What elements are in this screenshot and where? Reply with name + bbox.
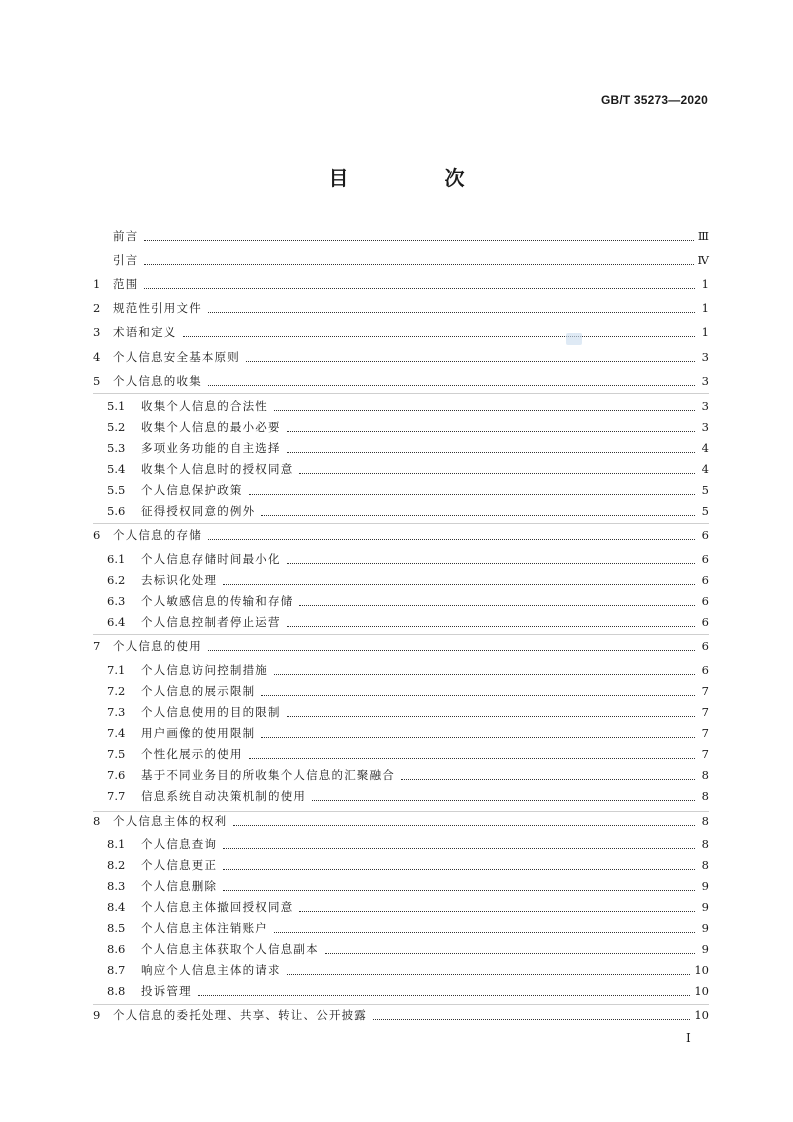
toc-entry-page: 6 [701,528,709,542]
toc-title: 目 次 [328,166,503,190]
toc-entry-number: 7.4 [107,726,126,740]
toc-entry-number: 5.3 [107,441,126,455]
toc-entry-page: 4 [701,441,709,455]
toc-entry-page: 8 [701,789,709,803]
toc-entry-title: 个性化展示的使用 [141,747,243,761]
toc-entry-page: 10 [694,984,709,998]
toc-entry-page: 6 [701,663,709,677]
toc-entry-number: 7 [93,639,101,653]
toc-entry-page: 10 [694,963,709,977]
dot-leader [249,494,695,495]
dot-leader [287,431,695,432]
toc-entry-number: 6.3 [107,594,126,608]
toc-entry[interactable] [107,681,709,701]
dot-leader [287,974,691,975]
toc-entry[interactable] [107,723,709,743]
dot-leader [274,410,695,411]
toc-entry-page: 9 [701,900,709,914]
dot-leader [274,674,695,675]
toc-entry-title: 个人信息删除 [141,879,218,893]
dot-leader [261,515,695,516]
dot-leader [198,995,691,996]
toc-entry-page: Ⅳ [697,253,709,267]
dot-leader [144,264,693,265]
toc-entry[interactable] [93,636,709,656]
toc-entry[interactable] [107,897,709,917]
dot-leader [325,953,695,954]
dot-leader [144,288,695,289]
dot-leader [287,452,695,453]
toc-entry[interactable] [107,438,709,458]
dot-leader [287,716,695,717]
toc-entry-page: 5 [701,483,709,497]
dot-leader [223,890,695,891]
toc-entry-title: 规范性引用文件 [113,301,202,315]
dot-leader [208,312,695,313]
toc-entry[interactable] [93,250,709,270]
toc-entry-page: 9 [701,879,709,893]
toc-entry-title: 个人信息的收集 [113,374,202,388]
toc-entry[interactable] [93,322,709,342]
toc-entry[interactable] [93,525,709,545]
section-separator [93,811,709,812]
toc-entry-page: 1 [701,277,709,291]
toc-entry[interactable] [107,876,709,896]
toc-entry-title: 个人信息查询 [141,837,218,851]
toc-entry[interactable] [107,480,709,500]
section-separator [93,634,709,635]
section-separator [93,393,709,394]
toc-entry-title: 前言 [113,229,139,243]
toc-entry[interactable] [107,855,709,875]
dot-leader [223,848,695,849]
toc-entry-number: 1 [93,277,101,291]
toc-entry[interactable] [107,417,709,437]
toc-entry-title: 范围 [113,277,139,291]
toc-entry-title: 个人信息使用的目的限制 [141,705,281,719]
toc-entry-number: 3 [93,325,101,339]
dot-leader [261,737,695,738]
toc-entry-page: 8 [701,768,709,782]
toc-entry-title: 基于不同业务目的所收集个人信息的汇聚融合 [141,768,395,782]
toc-entry-title: 个人信息安全基本原则 [113,350,240,364]
toc-entry-page: 9 [701,921,709,935]
toc-entry[interactable] [107,918,709,938]
toc-entry-number: 8.4 [107,900,126,914]
section-separator [93,1004,709,1005]
toc-entry[interactable] [107,501,709,521]
toc-entry-page: 8 [701,858,709,872]
toc-entry-page: 3 [701,374,709,388]
toc-entry-title: 响应个人信息主体的请求 [141,963,281,977]
toc-entry-number: 5 [93,374,101,388]
toc-entry-number: 8.6 [107,942,126,956]
toc-entry-title: 用户画像的使用限制 [141,726,256,740]
toc-entry-title: 多项业务功能的自主选择 [141,441,281,455]
toc-entry[interactable] [107,591,709,611]
toc-entry[interactable] [107,459,709,479]
toc-entry[interactable] [107,834,709,854]
toc-entry-number: 5.6 [107,504,126,518]
toc-entry-number: 8.8 [107,984,126,998]
toc-entry-title: 去标识化处理 [141,573,218,587]
toc-entry-title: 个人信息保护政策 [141,483,243,497]
dot-leader [287,626,695,627]
toc-entry-number: 8.5 [107,921,126,935]
toc-entry-title: 征得授权同意的例外 [141,504,256,518]
toc-entry-title: 收集个人信息的合法性 [141,399,268,413]
dot-leader [233,825,695,826]
toc-entry-number: 9 [93,1008,101,1022]
toc-entry-title: 个人信息访问控制措施 [141,663,268,677]
toc-entry-number: 2 [93,301,101,315]
toc-entry-page: 7 [701,747,709,761]
toc-entry-page: 5 [701,504,709,518]
toc-entry-page: 9 [701,942,709,956]
dot-leader [223,584,695,585]
toc-entry[interactable] [107,396,709,416]
toc-entry-number: 6.1 [107,552,126,566]
dot-leader [261,695,695,696]
toc-entry-title: 投诉管理 [141,984,192,998]
toc-entry-title: 个人信息的存储 [113,528,202,542]
toc-entry[interactable] [93,811,709,831]
toc-entry-number: 8.3 [107,879,126,893]
toc-entry-page: 8 [701,814,709,828]
dot-leader [401,779,695,780]
toc-entry[interactable] [107,549,709,569]
toc-entry[interactable] [93,298,709,318]
toc-entry-number: 8.1 [107,837,126,851]
dot-leader [312,800,695,801]
toc-entry-title: 信息系统自动决策机制的使用 [141,789,307,803]
toc-entry-page: 7 [701,726,709,740]
toc-entry[interactable] [93,371,709,391]
toc-entry-page: 6 [701,552,709,566]
toc-entry[interactable] [107,612,709,632]
toc-entry-number: 5.5 [107,483,126,497]
dot-leader [208,385,695,386]
toc-entry-page: 6 [701,639,709,653]
toc-entry-page: 6 [701,573,709,587]
toc-entry-number: 8 [93,814,101,828]
toc-entry-title: 个人信息控制者停止运营 [141,615,281,629]
toc-entry[interactable] [107,744,709,764]
toc-entry[interactable] [107,960,709,980]
toc-entry[interactable] [93,226,709,246]
toc-entry-title: 收集个人信息的最小必要 [141,420,281,434]
toc-entry-title: 个人信息的使用 [113,639,202,653]
toc-entry-page: 6 [701,594,709,608]
toc-entry[interactable] [93,1005,709,1025]
dot-leader [208,539,695,540]
toc-entry-page: 4 [701,462,709,476]
toc-entry-number: 5.1 [107,399,126,413]
toc-entry-title: 个人信息的展示限制 [141,684,256,698]
toc-entry-number: 6.4 [107,615,126,629]
toc-entry-page: 1 [701,301,709,315]
toc-entry-page: 3 [701,399,709,413]
toc-entry-number: 6 [93,528,101,542]
toc-entry-page: 10 [694,1008,709,1022]
toc-entry-page: Ⅲ [697,229,709,243]
toc-entry-title: 个人信息的委托处理、共享、转让、公开披露 [113,1008,367,1022]
dot-leader [287,563,695,564]
toc-entry[interactable] [93,347,709,367]
dot-leader [274,932,695,933]
dot-leader [208,650,695,651]
dot-leader [299,911,695,912]
toc-entry[interactable] [107,702,709,722]
toc-entry-title: 收集个人信息时的授权同意 [141,462,294,476]
toc-entry-page: 3 [701,350,709,364]
toc-entry-page: 8 [701,837,709,851]
toc-entry[interactable] [93,274,709,294]
toc-entry-number: 7.5 [107,747,126,761]
toc-entry-title: 个人信息主体获取个人信息副本 [141,942,319,956]
toc-entry[interactable] [107,939,709,959]
toc-entry-number: 6.2 [107,573,126,587]
watermark-stamp [566,333,582,345]
dot-leader [299,473,695,474]
document-code: GB/T 35273—2020 [600,93,708,107]
toc-entry[interactable] [107,981,709,1001]
toc-entry-page: 7 [701,684,709,698]
dot-leader [223,869,695,870]
toc-entry-number: 7.3 [107,705,126,719]
toc-entry-number: 7.1 [107,663,126,677]
toc-entry-number: 5.2 [107,420,126,434]
section-separator [93,523,709,524]
toc-entry-title: 个人敏感信息的传输和存储 [141,594,294,608]
toc-entry-title: 个人信息更正 [141,858,218,872]
dot-leader [183,336,696,337]
toc-entry-title: 个人信息主体撤回授权同意 [141,900,294,914]
dot-leader [299,605,695,606]
dot-leader [373,1019,690,1020]
toc-entry-number: 4 [93,350,101,364]
toc-entry-number: 8.7 [107,963,126,977]
toc-entry-title: 个人信息主体的权利 [113,814,228,828]
toc-entry[interactable] [107,765,709,785]
toc-entry-page: 1 [701,325,709,339]
toc-entry-page: 3 [701,420,709,434]
toc-entry-number: 5.4 [107,462,126,476]
dot-leader [249,758,695,759]
toc-entry-page: 7 [701,705,709,719]
toc-entry-title: 个人信息主体注销账户 [141,921,268,935]
toc-entry-number: 7.2 [107,684,126,698]
toc-entry[interactable] [107,570,709,590]
toc-entry-title: 术语和定义 [113,325,177,339]
toc-entry-number: 8.2 [107,858,126,872]
dot-leader [144,240,694,241]
toc-entry-title: 引言 [113,253,139,267]
toc-entry-page: 6 [701,615,709,629]
dot-leader [246,361,695,362]
toc-entry[interactable] [107,786,709,806]
toc-entry-number: 7.7 [107,789,126,803]
toc-entry-number: 7.6 [107,768,126,782]
page-number: Ⅰ [686,1031,691,1045]
toc-entry[interactable] [107,660,709,680]
toc-entry-title: 个人信息存储时间最小化 [141,552,281,566]
